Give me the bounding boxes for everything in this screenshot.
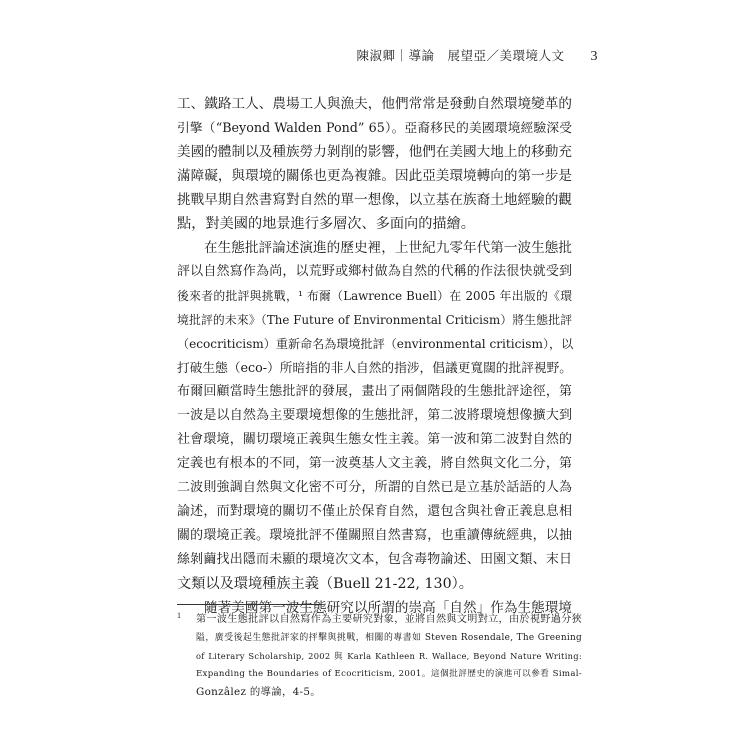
- body-line: 在生態批評論述演進的歷史裡，上世紀九零年代第一波生態批: [204, 240, 572, 256]
- body-line: （ecocriticism）重新命名為環境批評（environmental criticism），以: [177, 337, 574, 351]
- footnote-line: 第一波生態批評以自然寫作為主要研究對象，並將自然與文明對立，由於視野過分狹: [196, 614, 582, 625]
- body-line: 二波則強調自然與文化密不可分，所謂的自然已是立基於話語的人為: [177, 480, 572, 495]
- body-line: 挑戰早期自然書寫對自然的單一想像，以立基在族裔土地經驗的觀: [177, 192, 572, 208]
- body-line: 境批評的未來》（The Future of Environmental Criticism）將生態批評: [177, 313, 572, 327]
- body-line: 打破生態（eco-）所暗指的非人自然的指涉，倡議更寬闊的批評視野。: [177, 360, 572, 375]
- body-line: 美國的體制以及種族勞力剝削的影響，他們在美國大地上的移動充: [177, 144, 572, 160]
- body-line: 評以自然寫作為尚，以荒野或鄉村做為自然的代稱的作法很快就受到: [177, 264, 572, 279]
- body-line: 後來者的批評與挑戰，¹ 布爾（Lawrence Buell）在 2005 年出版的《環: [177, 289, 572, 303]
- body-line: 一波是以自然為主要環境想像的生態批評，第二波將環境想像擴大到: [177, 408, 572, 423]
- footnote-line: 隘，廣受後起生態批評家的抨擊與挑戰，相關的專書如 Steven Rosendale, The Greening: [196, 633, 582, 643]
- footnote-line: Expanding the Boundaries of Ecocriticism, 2001。這個批評歷史的演進可以參看 Simal-: [196, 669, 582, 679]
- body-line: 布爾回顧當時生態批評的發展，畫出了兩個階段的生態批評途徑，第: [177, 384, 572, 399]
- footnote-line: Gonzâlez 的導論，4-5。: [196, 686, 321, 698]
- body-line: 工、鐵路工人、農場工人與漁夫，他們常常是發動自然環境變革的: [177, 96, 572, 112]
- body-line: 絲剝繭找出隱而未顯的環境次文本，包含毒物論述、田園文類、末日: [177, 552, 572, 567]
- body-line: 論述，而對環境的關切不僅止於保育自然，還包含與社會正義息息相: [177, 504, 572, 519]
- footnote-rule: [177, 604, 322, 605]
- footnote-marker: 1: [177, 611, 181, 620]
- body-line: 引擎（“Beyond Walden Pond” 65）。亞裔移民的美國環境經驗深受: [177, 120, 572, 135]
- page-number: 3: [590, 49, 598, 64]
- body-line: 文類以及環境種族主義（Buell 21-22, 130）。: [177, 576, 473, 592]
- body-line: 社會環境，關切環境正義與生態女性主義。第一波和第二波對自然的: [177, 432, 572, 447]
- running-head: [180, 46, 598, 65]
- body-line: 點，對美國的地景進行多層次、多面向的描繪。: [177, 216, 475, 232]
- running-head-title: 陳淑卿｜導論 展望亞／美環境人文: [356, 48, 565, 63]
- body-line: 關的環境正義。環境批評不僅關照自然書寫，也重讀傳統經典，以抽: [177, 528, 572, 543]
- body-line: 滿障礙，與環境的關係也更為複雜。因此亞美環境轉向的第一步是: [177, 168, 572, 184]
- body-line: 隨著美國第一波生態研究以所謂的崇高「自然」作為生態環境: [204, 600, 572, 616]
- body-line: 定義也有根本的不同，第一波奠基人文主義，將自然與文化二分，第: [177, 456, 572, 471]
- footnote-line: of Literary Scholarship, 2002 與 Karla Kathleen R. Wallace, Beyond Nature Writing:: [196, 651, 582, 661]
